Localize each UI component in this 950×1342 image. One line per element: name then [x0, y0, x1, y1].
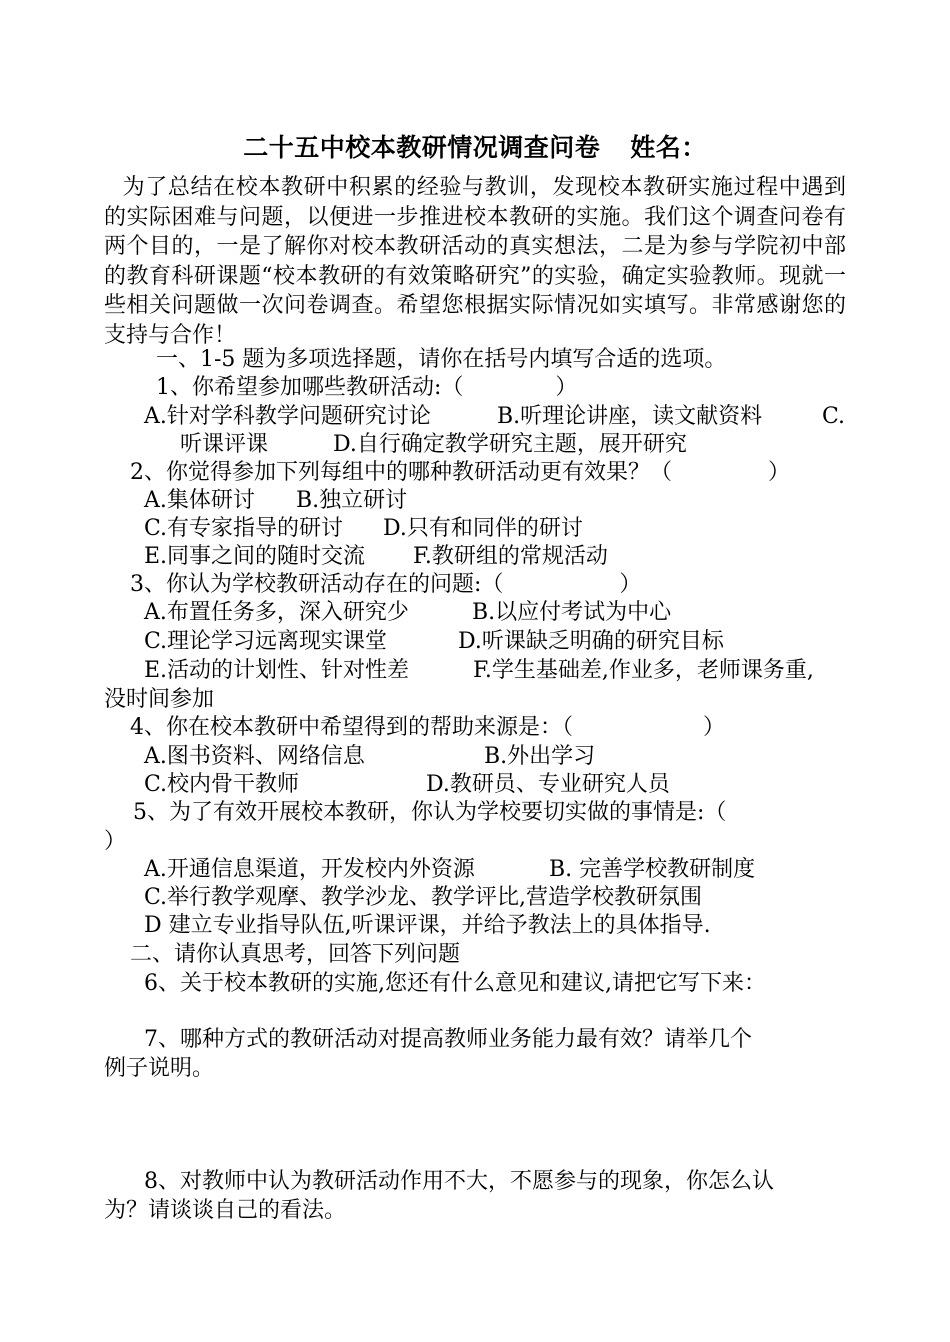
question-1-option-d: D.自行确定教学研究主题，展开研究 [333, 432, 687, 457]
question-2-option-c: C.有专家指导的研讨 [144, 516, 344, 541]
question-3-option-a: A.布置任务多，深入研究少 [144, 600, 409, 625]
document-title: 二十五中校本教研情况调查问卷 [243, 133, 601, 162]
question-7-line-2: 例子说明。 [104, 1056, 215, 1081]
question-3-stem: 3、你认为学校教研活动存在的问题:（ [130, 572, 504, 597]
question-2-option-e: E.同事之间的随时交流 [144, 544, 366, 569]
question-2-stem: 2、你觉得参加下列每组中的哪种教研活动更有效果？（ [130, 460, 672, 485]
question-1-option-c: 听课评课 [180, 432, 269, 457]
document-title-row [0, 128, 950, 164]
question-4-option-a: A.图书资料、网络信息 [144, 744, 365, 769]
question-2-option-d: D.只有和同伴的研讨 [383, 516, 583, 541]
question-3-option-b: B.以应付考试为中心 [472, 600, 672, 625]
question-1-option-a: A.针对学科教学问题研究讨论 [144, 404, 431, 429]
question-3-answer-close: ） [619, 572, 642, 597]
question-5-option-a: A.开通信息渠道，开发校内外资源 [144, 857, 475, 882]
question-5-answer-close: ） [104, 829, 127, 854]
question-4-answer-close: ） [703, 715, 726, 740]
question-3-option-f-continued: 没时间参加 [104, 687, 215, 712]
question-4-stem: 4、你在校本教研中希望得到的帮助来源是：（ [130, 715, 573, 740]
question-5-option-d: D 建立专业指导队伍,听课评课，并给予教法上的具体指导. [144, 913, 711, 938]
question-3-option-c: C.理论学习远离现实课堂 [144, 629, 388, 654]
intro-text: 为了总结在校本教研中积累的经验与教训，发现校本教研实施过程中遇到的实际困难与问题，以便进一步推进校本教研的实施。我们这个调查问卷有两个目的，一是了解你对校本教研活动的真实想法，二是为参与学院初中部的教育科研课题“校本教研的有效策略研究”的实验，确定实验教师。现就一些相关问题做一次问卷调查。希望您根据实际情况如实填写。非常感谢您的支持与合作！ [104, 175, 846, 348]
question-8-line-2: 为？请谈谈自己的看法。 [104, 1198, 347, 1223]
question-7-line-1: 7、哪种方式的教研活动对提高教师业务能力最有效？请举几个 [144, 1027, 752, 1052]
question-6: 6、关于校本教研的实施,您还有什么意见和建议,请把它写下来： [144, 971, 766, 996]
question-5-stem: 5、为了有效开展校本教研，你认为学校要切实做的事情是:（ [133, 800, 727, 825]
question-2-option-f: F.教研组的常规活动 [413, 544, 608, 569]
section-2-heading: 二、请你认真思考，回答下列问题 [130, 942, 461, 967]
name-label: 姓名： [630, 133, 707, 162]
question-1-stem: 1、你希望参加哪些教研活动:（ [156, 375, 464, 400]
question-4-option-b: B.外出学习 [484, 744, 596, 769]
question-1-option-c-label: C. [822, 404, 846, 429]
question-1-option-b: B.听理论讲座，读文献资料 [497, 404, 763, 429]
question-3-option-e: E.活动的计划性、针对性差 [144, 658, 410, 683]
intro-paragraph [104, 173, 846, 350]
question-5-option-c: C.举行教学观摩、教学沙龙、教学评比,营造学校教研氛围 [144, 885, 703, 910]
question-4 [130, 713, 725, 742]
question-3-option-f: F.学生基础差,作业多，老师课务重, [473, 658, 814, 683]
question-1 [156, 373, 577, 402]
question-4-option-c: C.校内骨干教师 [144, 772, 300, 797]
question-3 [130, 570, 641, 599]
question-2-answer-close: ） [768, 460, 791, 485]
question-8-line-1: 8、对教师中认为教研活动作用不大，不愿参与的现象，你怎么认 [144, 1169, 774, 1194]
question-4-option-d: D.教研员、专业研究人员 [426, 772, 670, 797]
question-3-option-d: D.听课缺乏明确的研究目标 [458, 629, 724, 654]
question-2-option-a: A.集体研讨 [144, 488, 255, 513]
question-2 [130, 458, 790, 487]
question-2-option-b: B.独立研讨 [296, 488, 408, 513]
question-5-option-b: B. 完善学校教研制度 [549, 857, 756, 882]
section-1-heading: 一、1-5 题为多项选择题，请你在括号内填写合适的选项。 [156, 347, 727, 372]
question-1-answer-close: ） [555, 375, 578, 400]
